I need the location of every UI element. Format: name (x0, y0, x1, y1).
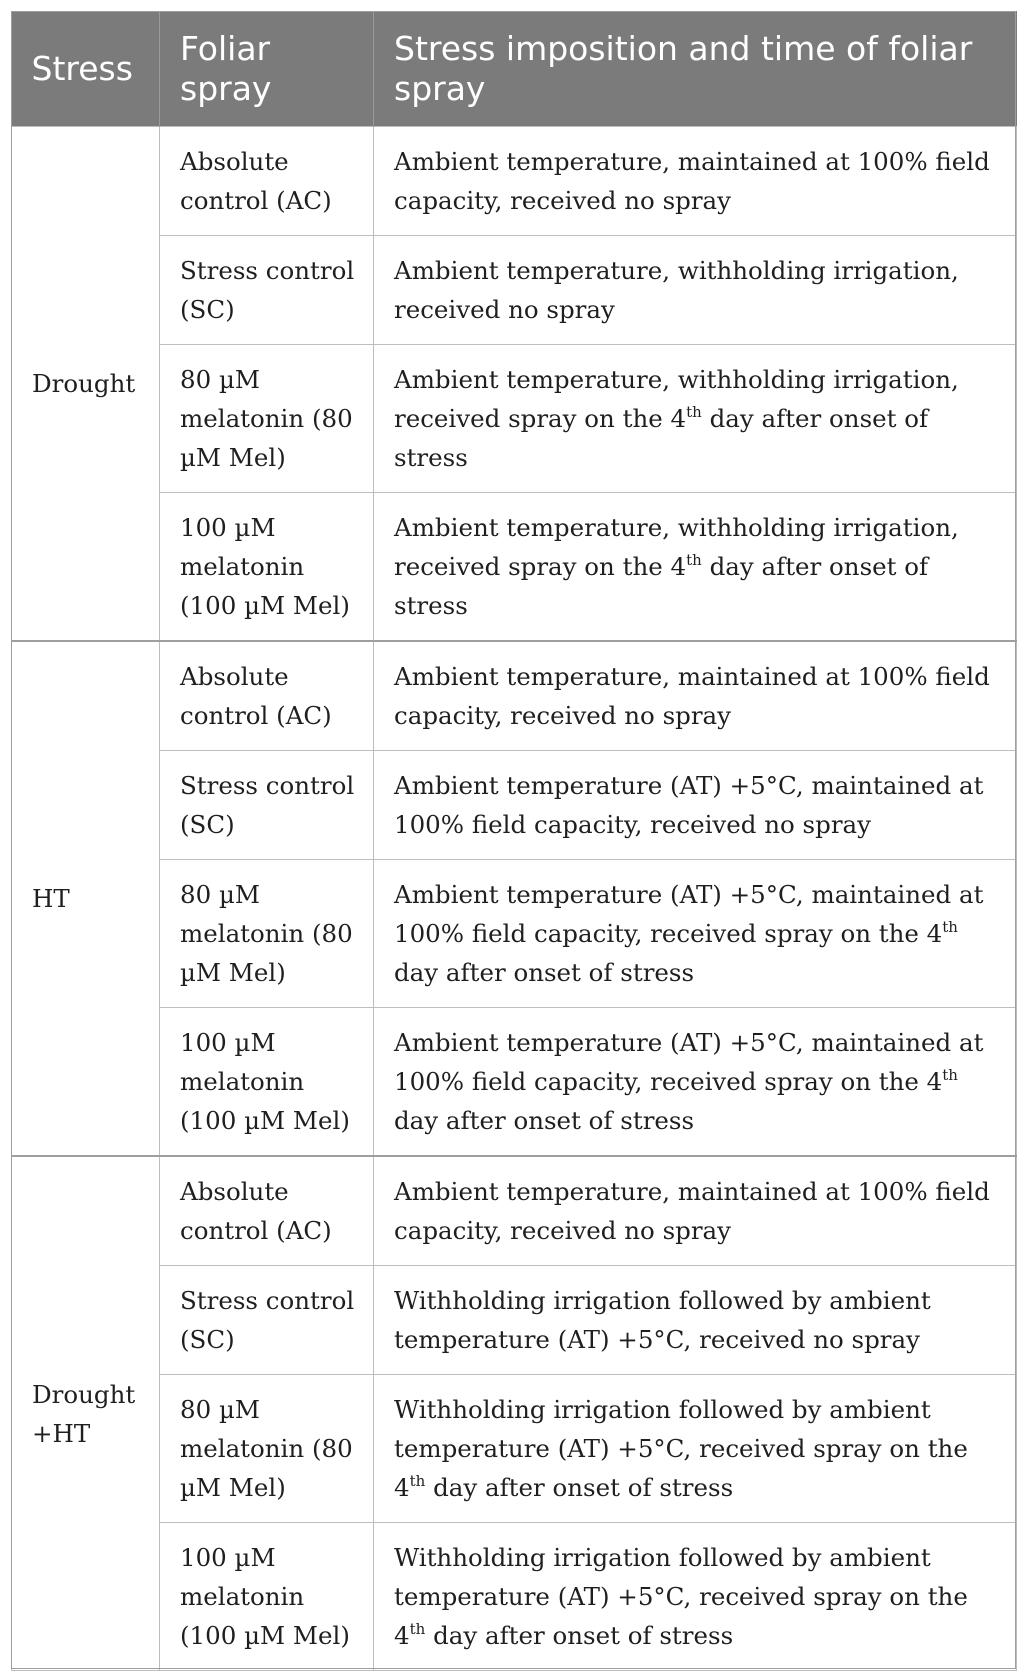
table-row (12, 1156, 1017, 1266)
description-cell: Ambient temperature, maintained at 100% field capacity, received no spray (374, 1156, 1017, 1266)
foliar-spray-cell: Stress control (SC) (160, 236, 374, 345)
header-stress: Stress (12, 11, 160, 127)
header-foliar-spray: Foliar spray (160, 11, 374, 127)
foliar-spray-cell: 100 µM melatonin (100 µM Mel) (160, 1523, 374, 1671)
description-cell: Ambient temperature, withholding irrigation, received no spray (374, 236, 1017, 345)
foliar-spray-cell: Stress control (SC) (160, 1266, 374, 1375)
treatment-table (11, 11, 1017, 1671)
foliar-spray-cell: Absolute control (AC) (160, 127, 374, 236)
description-cell: Withholding irrigation followed by ambient temperature (AT) +5°C, received spray on the 4th day after onset of stress (374, 1523, 1017, 1671)
table-row (12, 236, 1017, 345)
description-cell: Ambient temperature, maintained at 100% field capacity, received no spray (374, 127, 1017, 236)
description-cell: Ambient temperature (AT) +5°C, maintained at 100% field capacity, received spray on the 4th day after onset of stress (374, 860, 1017, 1008)
foliar-spray-cell: 100 µM melatonin (100 µM Mel) (160, 1008, 374, 1157)
foliar-spray-cell: Absolute control (AC) (160, 641, 374, 751)
table-row (12, 1008, 1017, 1157)
foliar-spray-cell: 80 µM melatonin (80 µM Mel) (160, 345, 374, 493)
foliar-spray-cell: 80 µM melatonin (80 µM Mel) (160, 1375, 374, 1523)
description-cell: Ambient temperature (AT) +5°C, maintained at 100% field capacity, received no spray (374, 751, 1017, 860)
table-row (12, 860, 1017, 1008)
foliar-spray-cell: 80 µM melatonin (80 µM Mel) (160, 860, 374, 1008)
foliar-spray-cell: 100 µM melatonin (100 µM Mel) (160, 493, 374, 642)
description-cell: Ambient temperature, withholding irrigation, received spray on the 4th day after onset of stress (374, 493, 1017, 642)
table-row (12, 641, 1017, 751)
foliar-spray-cell: Absolute control (AC) (160, 1156, 374, 1266)
description-cell: Ambient temperature (AT) +5°C, maintained at 100% field capacity, received spray on the 4th day after onset of stress (374, 1008, 1017, 1157)
description-cell: Ambient temperature, withholding irrigation, received spray on the 4th day after onset of stress (374, 345, 1017, 493)
description-cell: Ambient temperature, maintained at 100% field capacity, received no spray (374, 641, 1017, 751)
table-row (12, 1266, 1017, 1375)
foliar-spray-cell: Stress control (SC) (160, 751, 374, 860)
table-row (12, 1523, 1017, 1671)
description-cell: Withholding irrigation followed by ambient temperature (AT) +5°C, received no spray (374, 1266, 1017, 1375)
stress-cell: Drought +HT (12, 1156, 160, 1671)
stress-cell: HT (12, 641, 160, 1156)
stress-cell: Drought (12, 127, 160, 642)
table-row (12, 751, 1017, 860)
table-row (12, 1375, 1017, 1523)
table-row (12, 345, 1017, 493)
table-row (12, 127, 1017, 236)
header-stress-imposition: Stress imposition and time of foliar spray (374, 11, 1017, 127)
description-cell: Withholding irrigation followed by ambient temperature (AT) +5°C, received spray on the 4th day after onset of stress (374, 1375, 1017, 1523)
table-row (12, 493, 1017, 642)
table-header-row (12, 11, 1017, 127)
